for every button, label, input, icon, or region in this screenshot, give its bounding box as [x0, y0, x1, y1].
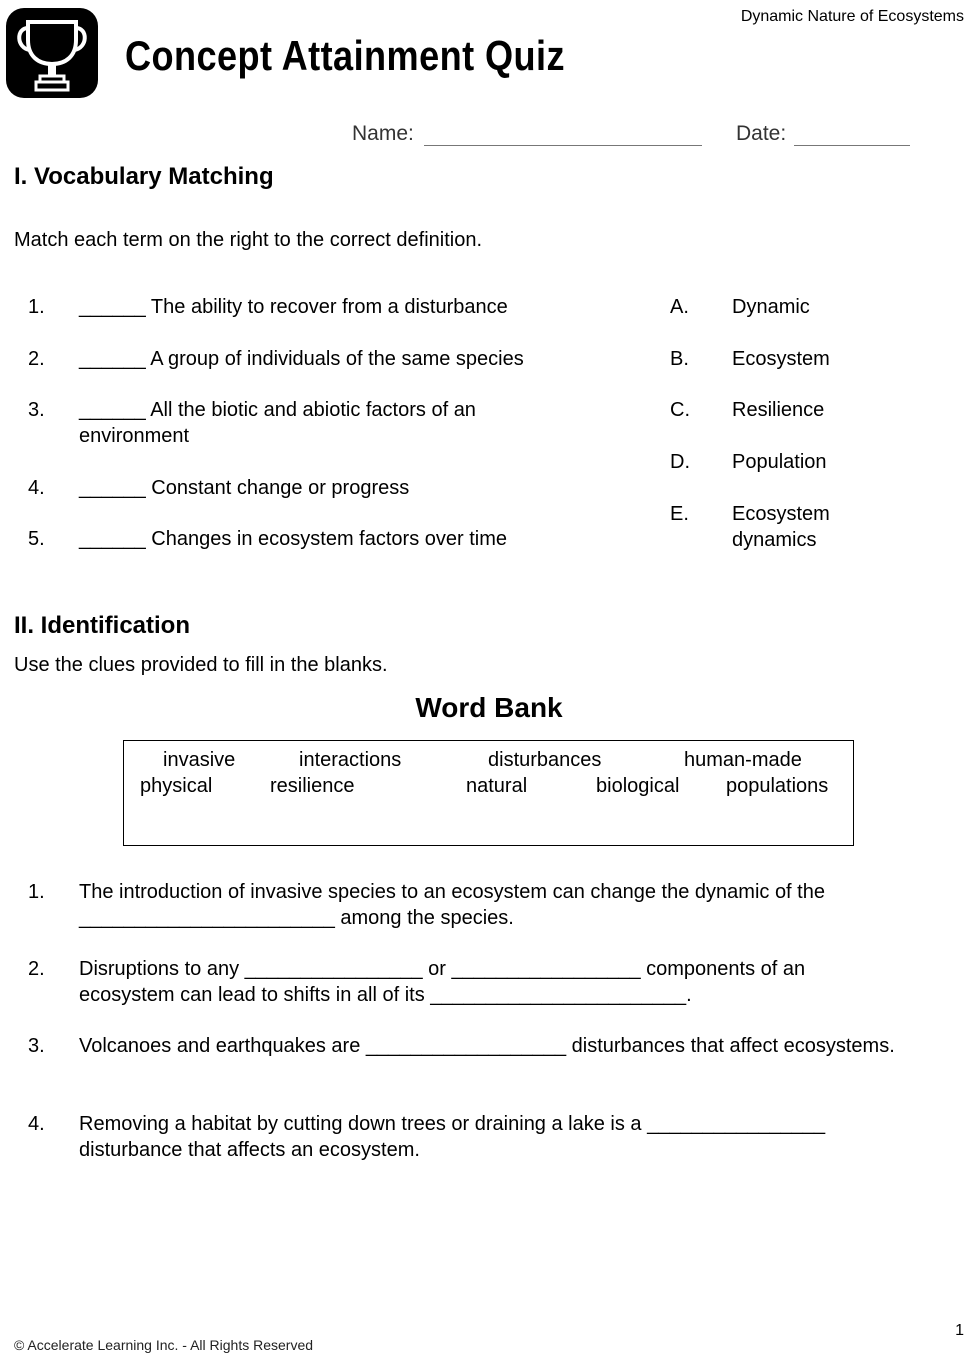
term-item: Dynamic: [732, 296, 810, 318]
term-letter: E.: [670, 503, 689, 525]
question-item: The introduction of invasive species to an ecosystem can change the dynamic of the _______________________ among the species.: [79, 881, 825, 929]
definition-item: ______ Changes in ecosystem factors over time: [79, 528, 507, 550]
term-letter: A.: [670, 296, 689, 318]
name-label: Name:: [352, 122, 414, 145]
date-label: Date:: [736, 122, 787, 145]
term-letter: D.: [670, 451, 690, 473]
word-bank-word: invasive: [163, 749, 236, 771]
date-field[interactable]: [794, 145, 910, 146]
section-instructions: Use the clues provided to fill in the blanks.: [14, 654, 388, 676]
section-heading-identification: II. Identification: [14, 612, 191, 639]
question-number: 1.: [28, 881, 45, 903]
definition-item: ______ Constant change or progress: [79, 477, 410, 499]
word-bank-word: populations: [726, 775, 829, 797]
term-letter: B.: [670, 348, 689, 370]
section-instructions: Match each term on the right to the correct definition.: [14, 229, 483, 251]
topic-title: Dynamic Nature of Ecosystems: [740, 8, 964, 25]
term-item: Ecosystem dynamics: [732, 503, 830, 551]
definition-number: 2.: [28, 348, 45, 370]
section-heading-vocabulary: I. Vocabulary Matching: [14, 163, 274, 190]
question-number: 2.: [28, 958, 45, 980]
definition-item: ______ A group of individuals of the same species: [79, 348, 524, 370]
name-field[interactable]: [424, 145, 702, 146]
definition-item: ______ All the biotic and abiotic factors of an environment: [79, 399, 476, 447]
word-bank-word: human-made: [684, 749, 802, 771]
term-item: Ecosystem: [732, 348, 830, 370]
definition-number: 4.: [28, 477, 45, 499]
question-item: Volcanoes and earthquakes are __________________ disturbances that affect ecosystems.: [79, 1035, 895, 1057]
word-bank-word: natural: [466, 775, 528, 797]
word-bank-word: physical: [140, 775, 213, 797]
definition-number: 1.: [28, 296, 45, 318]
page-number: 1: [955, 1322, 964, 1339]
definition-number: 5.: [28, 528, 45, 550]
copyright-footer: © Accelerate Learning Inc. - All Rights Reserved: [14, 1337, 314, 1353]
word-bank-word: interactions: [299, 749, 402, 771]
word-bank-word: disturbances: [488, 749, 602, 771]
word-bank-word: biological: [596, 775, 680, 797]
trophy-icon: [6, 8, 98, 98]
question-number: 3.: [28, 1035, 45, 1057]
definition-item: ______ The ability to recover from a disturbance: [79, 296, 508, 318]
term-letter: C.: [670, 399, 690, 421]
word-bank-word: resilience: [270, 775, 355, 797]
definition-number: 3.: [28, 399, 45, 421]
word-bank-title: Word Bank: [415, 692, 563, 723]
quiz-title: Concept Attainment Quiz: [125, 32, 565, 79]
term-item: Resilience: [732, 399, 825, 421]
question-item: Removing a habitat by cutting down trees or draining a lake is a ________________ disturbance that affects an ecosystem.: [79, 1113, 826, 1161]
question-item: Disruptions to any ________________ or _________________ components of an ecosystem can lead to shifts in all of its _______________________.: [79, 958, 806, 1006]
question-number: 4.: [28, 1113, 45, 1135]
term-item: Population: [732, 451, 827, 473]
